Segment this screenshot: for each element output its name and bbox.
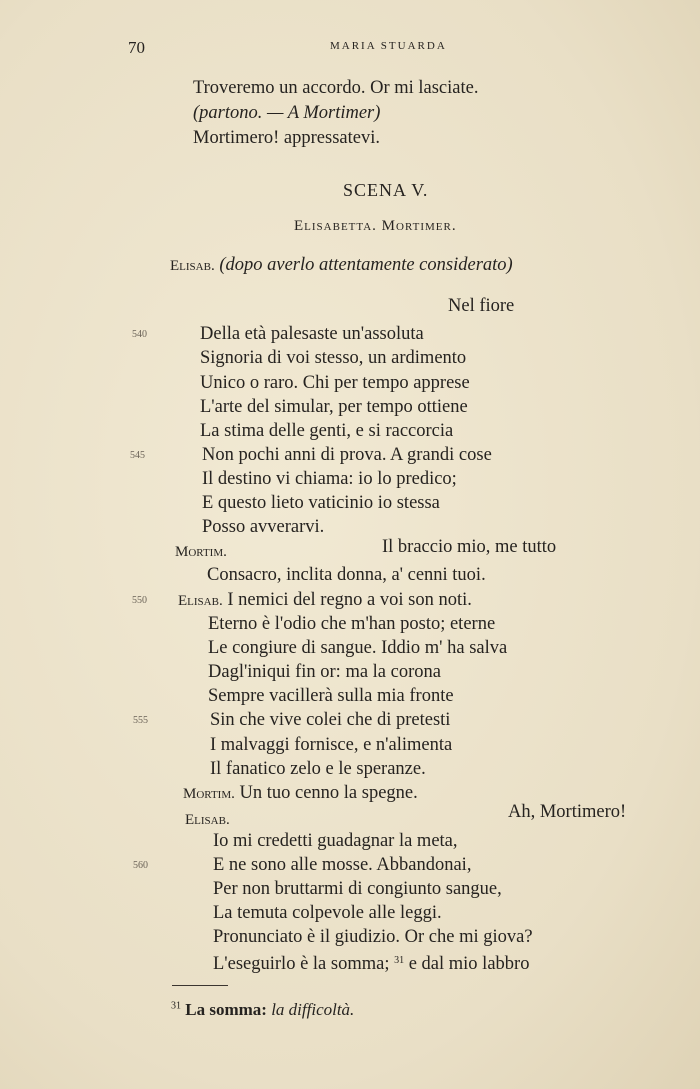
- footnote: [171, 1000, 354, 1020]
- verse-line: Io mi credetti guadagnar la meta,: [213, 831, 458, 851]
- running-title: MARIA STUARDA: [330, 40, 447, 52]
- speaker-line: [183, 781, 418, 806]
- verse-line: Consacro, inclita donna, a' cenni tuoi.: [207, 565, 486, 585]
- line-number: 545: [130, 450, 145, 461]
- speaker-name: Elisab.: [178, 593, 223, 609]
- speaker-name: Elisab.: [185, 812, 230, 828]
- line-number: 555: [133, 715, 148, 726]
- verse-line: E questo lieto vaticinio io stessa: [202, 493, 440, 513]
- verse-line: Nel fiore: [448, 296, 515, 316]
- speaker-name: Mortim.: [175, 544, 227, 560]
- verse-line: Sin che vive colei che di pretesti: [210, 710, 451, 730]
- verse-line: Il braccio mio, me tutto: [382, 537, 557, 557]
- line-number: 540: [132, 329, 147, 340]
- verse-line: [213, 949, 529, 976]
- verse-line: Unico o raro. Chi per tempo apprese: [200, 373, 470, 393]
- scene-characters: Elisabetta. Mortimer.: [294, 218, 457, 234]
- verse-line: Per non bruttarmi di congiunto sangue,: [213, 879, 502, 899]
- verse-line: Signoria di voi stesso, un ardimento: [200, 348, 467, 368]
- stage-direction: (dopo averlo attentamente considerato): [219, 255, 513, 275]
- verse-line: L'arte del simular, per tempo ottiene: [200, 397, 468, 417]
- verse-line: I malvaggi fornisce, e n'alimenta: [210, 735, 453, 755]
- verse-line: La stima delle genti, e si raccorcia: [200, 421, 454, 441]
- verse-line: Posso avverarvi.: [202, 517, 325, 537]
- scene-title: SCENA V.: [343, 180, 429, 200]
- stage-direction: (partono. — A Mortimer): [193, 103, 381, 123]
- verse-line: Il destino vi chiama: io lo predico;: [202, 469, 457, 489]
- verse-line-part: L'eseguirlo è la somma;: [213, 954, 390, 974]
- page-number: 70: [128, 38, 145, 57]
- verse-line: Il fanatico zelo e le speranze.: [210, 759, 426, 779]
- verse-line: La temuta colpevole alle leggi.: [213, 903, 442, 923]
- footnote-term: La somma:: [185, 1000, 267, 1019]
- verse-line: Mortimero! appressatevi.: [193, 128, 380, 148]
- verse-line: Ah, Mortimero!: [508, 802, 627, 822]
- footnote-rule: [172, 985, 228, 986]
- verse-line: Sempre vacillerà sulla mia fronte: [208, 686, 454, 706]
- speaker-line: [170, 253, 513, 278]
- verse-line: Le congiure di sangue. Iddio m' ha salva: [208, 638, 508, 658]
- verse-line: Dagl'iniqui fin or: ma la corona: [208, 662, 441, 682]
- verse-line: Pronunciato è il giudizio. Or che mi giova?: [213, 927, 533, 947]
- line-number: 560: [133, 860, 148, 871]
- verse-line: E ne sono alle mosse. Abbandonai,: [213, 855, 472, 875]
- verse-line: I nemici del regno a voi son noti.: [227, 590, 472, 610]
- verse-line: Non pochi anni di prova. A grandi cose: [202, 445, 492, 465]
- verse-line: Troveremo un accordo. Or mi lasciate.: [193, 78, 479, 98]
- verse-line: Un tuo cenno la spegne.: [239, 783, 418, 803]
- footnote-reference: 31: [394, 955, 405, 966]
- verse-line: Eterno è l'odio che m'han posto; eterne: [208, 614, 496, 634]
- footnote-gloss: la difficoltà.: [271, 1000, 355, 1019]
- verse-line: Della età palesaste un'assoluta: [200, 324, 424, 344]
- speaker-name: Elisab.: [170, 258, 215, 274]
- speaker-line: [178, 588, 472, 613]
- speaker-name: Mortim.: [183, 786, 235, 802]
- verse-line-part: e dal mio labbro: [408, 954, 530, 974]
- footnote-number: 31: [171, 1000, 181, 1012]
- line-number: 550: [132, 595, 147, 606]
